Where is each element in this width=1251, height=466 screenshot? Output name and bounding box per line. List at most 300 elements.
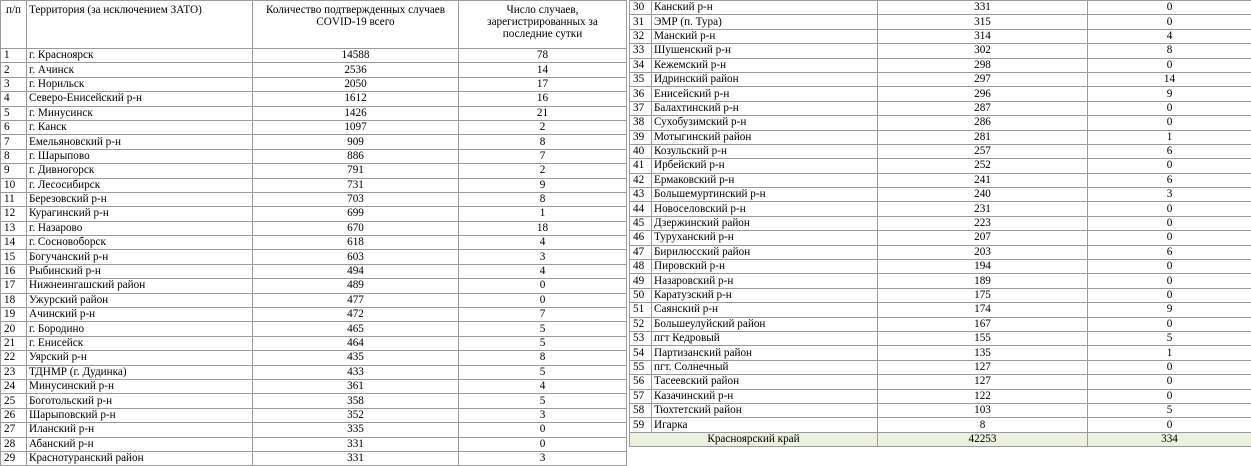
table-row [1, 279, 627, 293]
row-number: 1 [1, 49, 27, 63]
row-total-cases: 207 [878, 231, 1088, 245]
table-row [630, 1, 1251, 15]
table-row [1, 149, 627, 163]
row-total-cases: 8 [878, 418, 1088, 432]
total-daily: 334 [1088, 432, 1251, 446]
row-territory: Северо-Енисейский р-н [27, 92, 253, 106]
row-number: 33 [630, 44, 652, 58]
covid-table-right [629, 0, 1251, 447]
row-number: 10 [1, 178, 27, 192]
row-territory: Идринский район [652, 72, 878, 86]
row-number: 32 [630, 29, 652, 43]
row-territory: Минусинский р-н [27, 379, 253, 393]
row-total-cases: 127 [878, 375, 1088, 389]
row-number: 13 [1, 221, 27, 235]
row-number: 53 [630, 331, 652, 345]
table-row [1, 437, 627, 451]
row-number: 4 [1, 92, 27, 106]
total-cases: 42253 [878, 432, 1088, 446]
table-row [1, 63, 627, 77]
row-total-cases: 465 [253, 322, 459, 336]
row-territory: Шушенский р-н [652, 44, 878, 58]
row-total-cases: 127 [878, 360, 1088, 374]
row-daily-cases: 0 [459, 293, 627, 307]
row-territory: Бирилюсский район [652, 245, 878, 259]
table-row [630, 360, 1251, 374]
table-row [630, 116, 1251, 130]
row-territory: Березовский р-н [27, 192, 253, 206]
row-total-cases: 241 [878, 173, 1088, 187]
row-daily-cases: 16 [459, 92, 627, 106]
row-number: 34 [630, 58, 652, 72]
row-daily-cases: 5 [459, 322, 627, 336]
row-number: 36 [630, 87, 652, 101]
table-row [1, 236, 627, 250]
row-total-cases: 489 [253, 279, 459, 293]
row-territory: пгт Кедровый [652, 331, 878, 345]
table-row [1, 322, 627, 336]
row-territory: Ачинский р-н [27, 308, 253, 322]
row-total-cases: 886 [253, 149, 459, 163]
row-daily-cases: 0 [1088, 375, 1251, 389]
row-number: 29 [1, 451, 27, 465]
row-daily-cases: 0 [1088, 15, 1251, 29]
table-row [630, 130, 1251, 144]
row-territory: Туруханский р-н [652, 231, 878, 245]
row-daily-cases: 18 [459, 221, 627, 235]
table-row [630, 317, 1251, 331]
row-number: 30 [630, 1, 652, 15]
row-number: 40 [630, 144, 652, 158]
row-territory: Большемуртинский р-н [652, 188, 878, 202]
row-territory: Нижнеингашский район [27, 279, 253, 293]
row-daily-cases: 8 [459, 351, 627, 365]
table-row [630, 231, 1251, 245]
row-territory: Партизанский район [652, 346, 878, 360]
row-number: 45 [630, 216, 652, 230]
row-total-cases: 252 [878, 159, 1088, 173]
row-total-cases: 472 [253, 308, 459, 322]
row-total-cases: 433 [253, 365, 459, 379]
row-number: 6 [1, 120, 27, 134]
row-territory: Уярский р-н [27, 351, 253, 365]
row-daily-cases: 17 [459, 77, 627, 91]
row-total-cases: 298 [878, 58, 1088, 72]
table-row [630, 87, 1251, 101]
table-header-row [1, 1, 627, 49]
row-territory: Емельяновский р-н [27, 135, 253, 149]
row-total-cases: 703 [253, 192, 459, 206]
row-daily-cases: 8 [459, 192, 627, 206]
row-number: 28 [1, 437, 27, 451]
row-territory: Ирбейский р-н [652, 159, 878, 173]
row-total-cases: 296 [878, 87, 1088, 101]
row-territory: Козульский р-н [652, 144, 878, 158]
row-territory: г. Енисейск [27, 336, 253, 350]
row-territory: Шарыповский р-н [27, 408, 253, 422]
row-number: 47 [630, 245, 652, 259]
row-total-cases: 297 [878, 72, 1088, 86]
row-number: 43 [630, 188, 652, 202]
row-daily-cases: 5 [459, 365, 627, 379]
row-daily-cases: 5 [459, 394, 627, 408]
row-territory: Мотыгинский район [652, 130, 878, 144]
row-number: 38 [630, 116, 652, 130]
row-number: 35 [630, 72, 652, 86]
row-total-cases: 286 [878, 116, 1088, 130]
row-daily-cases: 0 [1088, 288, 1251, 302]
row-territory: Тасеевский район [652, 375, 878, 389]
row-territory: Пировский р-н [652, 260, 878, 274]
row-territory: Иланский р-н [27, 423, 253, 437]
table-row [630, 216, 1251, 230]
row-total-cases: 2536 [253, 63, 459, 77]
row-daily-cases: 6 [1088, 144, 1251, 158]
row-total-cases: 257 [878, 144, 1088, 158]
row-number: 18 [1, 293, 27, 307]
row-daily-cases: 14 [1088, 72, 1251, 86]
row-total-cases: 314 [878, 29, 1088, 43]
row-total-cases: 464 [253, 336, 459, 350]
table-row [630, 159, 1251, 173]
row-territory: Казачинский р-н [652, 389, 878, 403]
row-daily-cases: 6 [1088, 173, 1251, 187]
row-number: 7 [1, 135, 27, 149]
row-daily-cases: 0 [1088, 1, 1251, 15]
total-row [630, 432, 1251, 446]
row-territory: Дзержинский район [652, 216, 878, 230]
table-row [630, 418, 1251, 432]
row-daily-cases: 0 [1088, 389, 1251, 403]
row-territory: г. Ачинск [27, 63, 253, 77]
row-number: 31 [630, 15, 652, 29]
row-daily-cases: 7 [459, 149, 627, 163]
row-daily-cases: 7 [459, 308, 627, 322]
row-territory: Большеулуйский район [652, 317, 878, 331]
row-daily-cases: 8 [1088, 44, 1251, 58]
row-daily-cases: 1 [1088, 346, 1251, 360]
table-row [1, 106, 627, 120]
row-number: 27 [1, 423, 27, 437]
row-daily-cases: 0 [1088, 317, 1251, 331]
row-daily-cases: 0 [1088, 360, 1251, 374]
row-territory: Канский р-н [652, 1, 878, 15]
table-row [630, 58, 1251, 72]
row-total-cases: 603 [253, 250, 459, 264]
row-territory: Назаровский р-н [652, 274, 878, 288]
table-row [1, 336, 627, 350]
table-row [630, 303, 1251, 317]
table-row [1, 264, 627, 278]
row-number: 19 [1, 308, 27, 322]
header-territory: Территория (за исключением ЗАТО) [27, 1, 253, 49]
row-total-cases: 909 [253, 135, 459, 149]
row-number: 8 [1, 149, 27, 163]
row-total-cases: 331 [878, 1, 1088, 15]
row-territory: ЭМР (п. Тура) [652, 15, 878, 29]
header-total-cases: Количество подтвержденных случаев COVID-19 всего [253, 1, 459, 49]
row-daily-cases: 14 [459, 63, 627, 77]
row-total-cases: 352 [253, 408, 459, 422]
row-territory: Манский р-н [652, 29, 878, 43]
table-row [1, 92, 627, 106]
row-territory: Краснотуранский район [27, 451, 253, 465]
table-row [630, 173, 1251, 187]
row-daily-cases: 0 [1088, 58, 1251, 72]
table-row [1, 308, 627, 322]
row-territory: Енисейский р-н [652, 87, 878, 101]
row-daily-cases: 8 [459, 135, 627, 149]
row-territory: Курагинский р-н [27, 207, 253, 221]
table-row [1, 192, 627, 206]
table-row [1, 394, 627, 408]
row-territory: Кежемский р-н [652, 58, 878, 72]
row-territory: Боготольский р-н [27, 394, 253, 408]
row-daily-cases: 3 [459, 250, 627, 264]
row-total-cases: 331 [253, 437, 459, 451]
row-total-cases: 791 [253, 164, 459, 178]
row-total-cases: 167 [878, 317, 1088, 331]
total-label: Красноярский край [630, 432, 878, 446]
row-daily-cases: 0 [459, 423, 627, 437]
row-daily-cases: 4 [459, 264, 627, 278]
row-daily-cases: 3 [459, 408, 627, 422]
table-row [630, 144, 1251, 158]
row-daily-cases: 0 [1088, 216, 1251, 230]
row-total-cases: 315 [878, 15, 1088, 29]
row-daily-cases: 1 [459, 207, 627, 221]
row-number: 39 [630, 130, 652, 144]
row-total-cases: 103 [878, 403, 1088, 417]
row-number: 41 [630, 159, 652, 173]
row-total-cases: 240 [878, 188, 1088, 202]
table-row [1, 408, 627, 422]
row-number: 59 [630, 418, 652, 432]
table-row [630, 274, 1251, 288]
row-territory: Богучанский р-н [27, 250, 253, 264]
row-daily-cases: 9 [459, 178, 627, 192]
table-row [630, 72, 1251, 86]
table-row [1, 351, 627, 365]
row-total-cases: 287 [878, 101, 1088, 115]
row-daily-cases: 6 [1088, 245, 1251, 259]
row-number: 55 [630, 360, 652, 374]
table-row [630, 389, 1251, 403]
right-table-panel [629, 0, 1251, 447]
row-number: 9 [1, 164, 27, 178]
row-territory: г. Канск [27, 120, 253, 134]
row-total-cases: 302 [878, 44, 1088, 58]
header-daily-cases: Число случаев, зарегистрированных за последние сутки [459, 1, 627, 49]
row-number: 25 [1, 394, 27, 408]
row-territory: г. Лесосибирск [27, 178, 253, 192]
row-number: 24 [1, 379, 27, 393]
row-territory: Игарка [652, 418, 878, 432]
row-daily-cases: 5 [459, 336, 627, 350]
left-table-body [1, 49, 627, 466]
row-territory: Сухобузимский р-н [652, 116, 878, 130]
row-territory: Новоселовский р-н [652, 202, 878, 216]
row-total-cases: 699 [253, 207, 459, 221]
table-row [630, 346, 1251, 360]
row-daily-cases: 4 [1088, 29, 1251, 43]
row-total-cases: 194 [878, 260, 1088, 274]
row-number: 56 [630, 375, 652, 389]
row-daily-cases: 4 [459, 379, 627, 393]
row-total-cases: 618 [253, 236, 459, 250]
row-number: 16 [1, 264, 27, 278]
row-number: 11 [1, 192, 27, 206]
row-daily-cases: 4 [459, 236, 627, 250]
row-total-cases: 1426 [253, 106, 459, 120]
row-territory: г. Бородино [27, 322, 253, 336]
table-row [1, 207, 627, 221]
row-total-cases: 281 [878, 130, 1088, 144]
row-territory: Каратузский р-н [652, 288, 878, 302]
table-row [630, 101, 1251, 115]
table-row [1, 178, 627, 192]
table-row [630, 44, 1251, 58]
row-total-cases: 477 [253, 293, 459, 307]
row-total-cases: 189 [878, 274, 1088, 288]
row-territory: г. Красноярск [27, 49, 253, 63]
row-number: 20 [1, 322, 27, 336]
table-row [630, 245, 1251, 259]
table-row [630, 202, 1251, 216]
table-row [1, 120, 627, 134]
table-row [630, 288, 1251, 302]
table-row [630, 260, 1251, 274]
row-daily-cases: 0 [1088, 159, 1251, 173]
row-territory: пгт. Солнечный [652, 360, 878, 374]
header-number: п/п [1, 1, 27, 49]
row-total-cases: 335 [253, 423, 459, 437]
row-number: 2 [1, 63, 27, 77]
row-territory: ТДНМР (г. Дудинка) [27, 365, 253, 379]
row-number: 12 [1, 207, 27, 221]
table-row [1, 365, 627, 379]
row-daily-cases: 9 [1088, 87, 1251, 101]
row-daily-cases: 0 [1088, 418, 1251, 432]
row-number: 54 [630, 346, 652, 360]
row-daily-cases: 0 [1088, 202, 1251, 216]
row-territory: Абанский р-н [27, 437, 253, 451]
row-total-cases: 2050 [253, 77, 459, 91]
table-row [630, 188, 1251, 202]
row-number: 57 [630, 389, 652, 403]
row-total-cases: 358 [253, 394, 459, 408]
row-territory: г. Дивногорск [27, 164, 253, 178]
row-total-cases: 361 [253, 379, 459, 393]
table-row [630, 15, 1251, 29]
table-row [1, 49, 627, 63]
row-daily-cases: 0 [459, 279, 627, 293]
row-daily-cases: 0 [459, 437, 627, 451]
row-total-cases: 175 [878, 288, 1088, 302]
row-daily-cases: 78 [459, 49, 627, 63]
row-daily-cases: 2 [459, 164, 627, 178]
row-total-cases: 731 [253, 178, 459, 192]
row-number: 22 [1, 351, 27, 365]
row-total-cases: 203 [878, 245, 1088, 259]
row-daily-cases: 9 [1088, 303, 1251, 317]
row-number: 23 [1, 365, 27, 379]
row-total-cases: 155 [878, 331, 1088, 345]
row-daily-cases: 0 [1088, 231, 1251, 245]
row-total-cases: 122 [878, 389, 1088, 403]
row-number: 3 [1, 77, 27, 91]
table-row [630, 375, 1251, 389]
row-territory: Тюхтетский район [652, 403, 878, 417]
table-row [630, 29, 1251, 43]
table-row [1, 250, 627, 264]
row-territory: Саянский р-н [652, 303, 878, 317]
table-row [1, 379, 627, 393]
row-total-cases: 331 [253, 451, 459, 465]
row-territory: Балахтинский р-н [652, 101, 878, 115]
row-territory: г. Норильск [27, 77, 253, 91]
row-daily-cases: 3 [459, 451, 627, 465]
row-total-cases: 14588 [253, 49, 459, 63]
row-total-cases: 231 [878, 202, 1088, 216]
row-total-cases: 670 [253, 221, 459, 235]
row-number: 44 [630, 202, 652, 216]
row-daily-cases: 5 [1088, 403, 1251, 417]
row-daily-cases: 21 [459, 106, 627, 120]
row-daily-cases: 0 [1088, 101, 1251, 115]
row-number: 37 [630, 101, 652, 115]
table-row [1, 77, 627, 91]
row-daily-cases: 1 [1088, 130, 1251, 144]
row-number: 42 [630, 173, 652, 187]
row-number: 14 [1, 236, 27, 250]
row-territory: Ермаковский р-н [652, 173, 878, 187]
row-number: 26 [1, 408, 27, 422]
row-daily-cases: 0 [1088, 260, 1251, 274]
table-row [1, 221, 627, 235]
row-territory: Рыбинский р-н [27, 264, 253, 278]
table-row [630, 403, 1251, 417]
row-daily-cases: 0 [1088, 116, 1251, 130]
row-total-cases: 1097 [253, 120, 459, 134]
row-territory: Ужурский район [27, 293, 253, 307]
row-daily-cases: 0 [1088, 274, 1251, 288]
row-number: 15 [1, 250, 27, 264]
row-daily-cases: 3 [1088, 188, 1251, 202]
row-total-cases: 1612 [253, 92, 459, 106]
row-daily-cases: 2 [459, 120, 627, 134]
table-row [1, 293, 627, 307]
table-row [630, 331, 1251, 345]
row-number: 58 [630, 403, 652, 417]
row-total-cases: 494 [253, 264, 459, 278]
row-number: 17 [1, 279, 27, 293]
table-row [1, 164, 627, 178]
row-number: 48 [630, 260, 652, 274]
row-daily-cases: 5 [1088, 331, 1251, 345]
table-row [1, 423, 627, 437]
row-total-cases: 174 [878, 303, 1088, 317]
row-number: 49 [630, 274, 652, 288]
row-territory: г. Назарово [27, 221, 253, 235]
row-number: 52 [630, 317, 652, 331]
row-territory: г. Минусинск [27, 106, 253, 120]
row-number: 50 [630, 288, 652, 302]
right-table-body [630, 1, 1251, 433]
row-total-cases: 435 [253, 351, 459, 365]
table-row [1, 135, 627, 149]
row-number: 21 [1, 336, 27, 350]
